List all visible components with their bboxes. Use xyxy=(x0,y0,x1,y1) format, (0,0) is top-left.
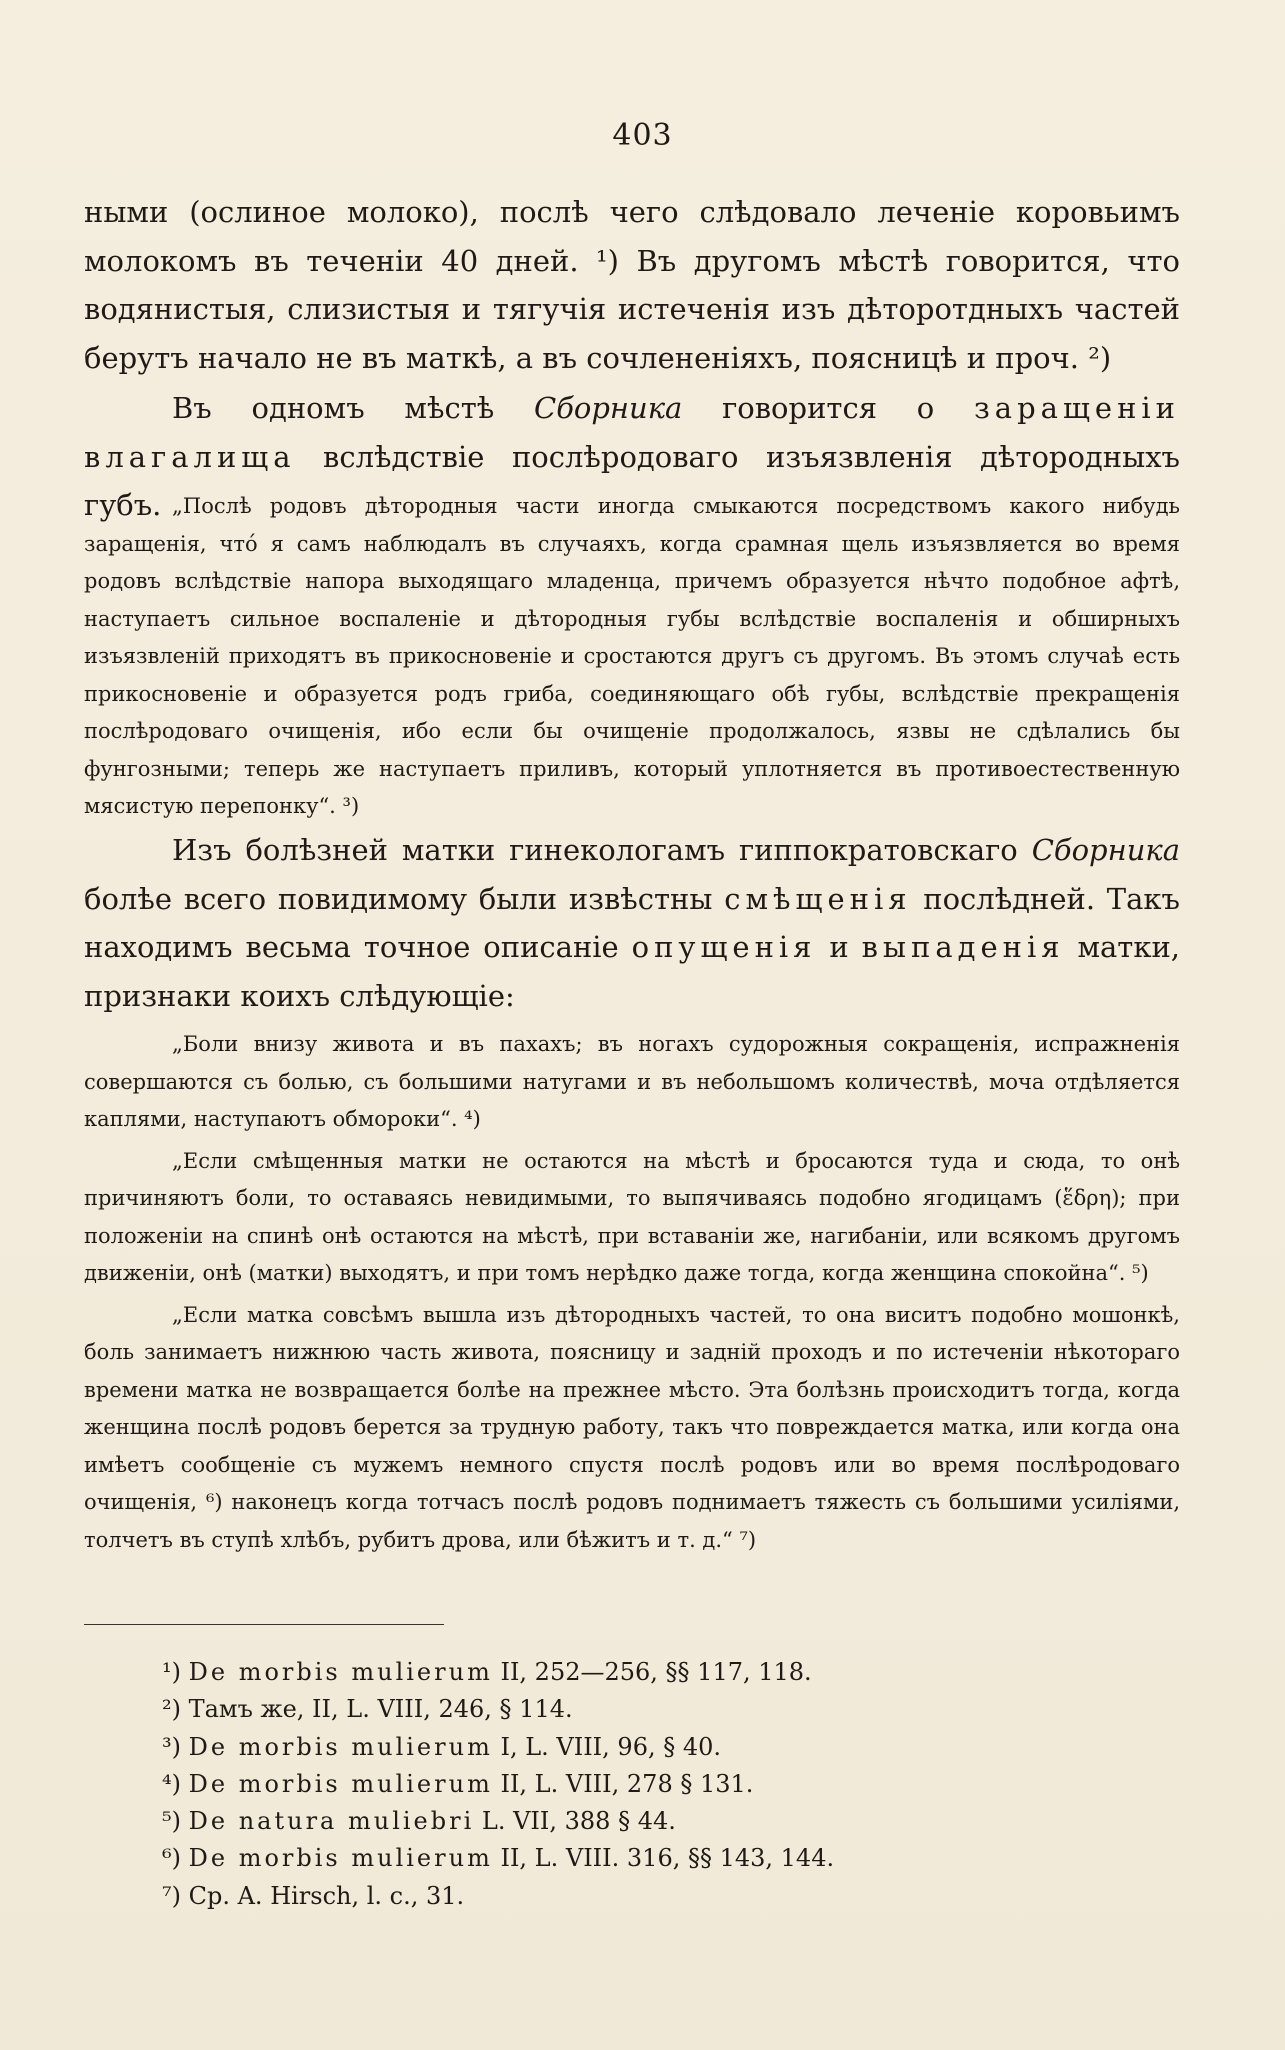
quote-block-1 xyxy=(84,488,1180,826)
footnote-mark: ⁴) xyxy=(162,1769,181,1798)
footnote-title: De morbis mulierum xyxy=(188,1844,493,1873)
spaced-term: выпаденія xyxy=(861,930,1065,964)
paragraph-1: ными (ослиное молоко), послѣ чего слѣдовало леченіе коровьимъ молокомъ въ теченіи 40 дней. ¹) Въ другомъ мѣстѣ говорится, что водянистыя, слизистыя и тягучія истеченія изъ дѣторотдныхъ частей берутъ начало не въ маткѣ, а въ сочлененіяхъ, поясницѣ и проч. ²) xyxy=(84,195,1180,375)
footnote-3 xyxy=(162,1729,1062,1766)
footnote-1 xyxy=(162,1654,1062,1691)
text-run: матки, признаки коихъ слѣдующіе: xyxy=(84,930,1181,1013)
footnote-mark: ²) xyxy=(162,1695,181,1724)
footnote-title: De morbis mulierum xyxy=(188,1732,493,1761)
italic-term: Сборника xyxy=(534,391,683,425)
footnote-title: De morbis mulierum xyxy=(188,1658,493,1686)
footnote-mark: ⁵) xyxy=(162,1807,181,1836)
footnote-title: De morbis mulierum xyxy=(188,1769,493,1798)
footnote-ref: II, L. VIII. 316, §§ 143, 144. xyxy=(492,1844,835,1873)
spaced-term: заращеніи влагалища xyxy=(84,391,1180,474)
italic-term: Сборника xyxy=(1031,833,1180,867)
footnotes xyxy=(162,1654,1062,1915)
quote-4: „Если матка совсѣмъ вышла изъ дѣтородныхъ частей, то она виситъ подобно мошонкѣ, боль занимаетъ нижнюю часть живота, поясницу и задній проходъ и по истеченіи нѣкотораго времени матка не возвращается болѣе на прежнее мѣсто. Эта болѣзнь происходитъ тогда, когда женщина послѣ родовъ берется за трудную работу, такъ что повреждается матка, или когда она имѣетъ сообщеніе съ мужемъ немного спустя послѣ родовъ или во время послѣродоваго очищенія, ⁶) наконецъ когда тотчасъ послѣ родовъ поднимаетъ тяжесть съ большими усиліями, толчетъ въ ступѣ хлѣбъ, рубитъ дрова, или бѣжитъ и т. д.“ ⁷) xyxy=(84,1302,1180,1552)
quote-2: „Боли внизу живота и въ пахахъ; въ ногахъ судорожныя сокращенія, испражненія совершаются съ болью, съ большими натугами и въ небольшомъ количествѣ, моча отдѣляется каплями, наступаютъ обмороки“. ⁴) xyxy=(84,1032,1180,1131)
page-number: 403 xyxy=(612,118,673,153)
quote-block-2 xyxy=(84,1026,1180,1559)
footnote-2 xyxy=(162,1691,1062,1728)
text-run: Въ одномъ мѣстѣ xyxy=(172,391,534,425)
spaced-term: опущенія xyxy=(631,930,817,964)
text-run: послѣдней. Такъ находимъ весьма точное описаніе xyxy=(84,881,1180,964)
text-run: и xyxy=(816,930,862,964)
footnote-6 xyxy=(162,1840,1062,1877)
footnote-mark: ⁶) xyxy=(162,1844,181,1873)
quote-1: „Послѣ родовъ дѣтородныя части иногда смыкаются посредствомъ какого нибудь заращенія, что́ я самъ наблюдалъ въ случаяхъ, когда срамная щель изъязвляется во время родовъ вслѣдствіе напора выходящаго младенца, причемъ образуется нѣчто подобное афтѣ, наступаетъ сильное воспаленіе и дѣтородныя губы вслѣдствіе воспаленія и обширныхъ изъязвленій приходятъ въ прикосновеніе и сростаются другъ съ другомъ. Въ этомъ случаѣ есть прикосновеніе и образуется родъ гриба, соединяющаго обѣ губы, вслѣдствіе прекращенія послѣродоваго очищенія, ибо если бы очищеніе продолжалось, язвы не сдѣлались бы фунгозными; теперь же наступаетъ приливъ, который уплотняется въ противоестественную мясистую перепонку“. ³) xyxy=(84,494,1180,818)
footnote-mark: ⁷) xyxy=(162,1881,181,1910)
footnote-7 xyxy=(162,1878,1062,1915)
footnote-divider xyxy=(84,1624,444,1625)
text-run: говорится о xyxy=(682,391,974,425)
footnote-ref: I, L. VIII, 96, § 40. xyxy=(492,1732,722,1761)
text-run: болѣе всего повидимому были извѣстны xyxy=(84,881,725,916)
paragraph-3 xyxy=(84,826,1180,1020)
paragraph-continued xyxy=(84,188,1180,382)
footnote-5 xyxy=(162,1803,1062,1840)
text-run: вслѣдствіе послѣродоваго изъязвленія дѣтородныхъ губъ. xyxy=(84,439,1180,522)
footnote-4 xyxy=(162,1766,1062,1803)
footnote-ref: II, L. VIII, 278 § 131. xyxy=(492,1769,754,1798)
footnote-ref: II, 252—256, §§ 117, 118. xyxy=(492,1658,812,1686)
footnote-ref: Тамъ же, II, L. VIII, 246, § 114. xyxy=(180,1695,573,1724)
footnote-ref: Ср. A. Hirsch, l. c., 31. xyxy=(180,1881,465,1910)
footnote-title: De natura muliebri xyxy=(188,1807,475,1836)
footnote-mark: ¹) xyxy=(162,1658,181,1686)
footnote-mark: ³) xyxy=(162,1732,181,1761)
spaced-term: смѣщенія xyxy=(724,881,912,916)
footnote-ref: L. VII, 388 § 44. xyxy=(474,1807,676,1836)
quote-3: „Если смѣщенныя матки не остаются на мѣстѣ и бросаются туда и сюда, то онѣ причиняютъ боли, то оставаясь невидимыми, то выпячиваясь подобно ягодицамъ (ἕδρη); при положеніи на спинѣ онѣ остаются на мѣстѣ, при вставаніи же, нагибаніи, или всякомъ другомъ движеніи, онѣ (матки) выходятъ, и при томъ нерѣдко даже тогда, когда женщина спокойна“. ⁵) xyxy=(84,1148,1180,1285)
paragraph-displacements xyxy=(84,826,1180,1020)
text-run: Изъ болѣзней матки гинекологамъ гиппократовскаго xyxy=(172,833,1032,867)
